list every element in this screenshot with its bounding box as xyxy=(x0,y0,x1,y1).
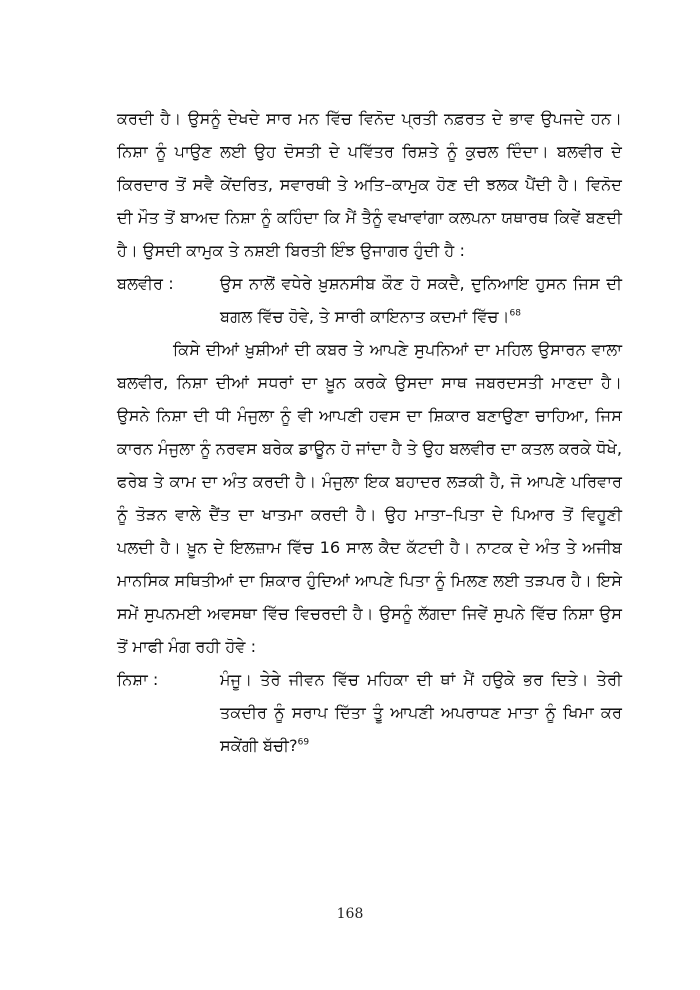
dialogue-line: ਮੰਜੂ। ਤੇਰੇ ਜੀਵਨ ਵਿੱਚ ਮਹਿਕਾ ਦੀ ਥਾਂ ਮੈਂ ਹਉਕੇ ਭਰ ਦਿਤੇ। ਤੇਰੀ ਤਕਦੀਰ ਨੂੰ ਸਰਾਪ ਦਿੱਤਾ ਤੂੰ ਆਪਣੀ ਅਪਰਾਧਣ ਮਾਤਾ ਨੂੰ ਖਿਮਾ ਕਰ ਸਕੇਂਗੀ ਬੱਚੀ? xyxy=(220,670,622,755)
dialogue-text xyxy=(220,267,622,333)
page-body xyxy=(117,102,622,762)
dialogue-line: ਉਸ ਨਾਲੋਂ ਵਧੇਰੇ ਖ਼ੁਸ਼ਨਸੀਬ ਕੌਣ ਹੋ ਸਕਦੈ, ਦੁਨਿਆਇ ਹੁਸਨ ਜਿਸ ਦੀ ਬਗਲ ਵਿੱਚ ਹੋਵੇ, ਤੇ ਸਾਰੀ ਕਾਇਨਾਤ ਕਦਮਾਂ ਵਿੱਚ। xyxy=(220,274,622,326)
paragraph: ਕਰਦੀ ਹੈ। ਉਸਨੂੰ ਦੇਖਦੇ ਸਾਰ ਮਨ ਵਿੱਚ ਵਿਨੋਦ ਪ੍ਰਤੀ ਨਫ਼ਰਤ ਦੇ ਭਾਵ ਉਪਜਦੇ ਹਨ। ਨਿਸ਼ਾ ਨੂੰ ਪਾਉਣ ਲਈ ਉਹ ਦੋਸਤੀ ਦੇ ਪਵਿੱਤਰ ਰਿਸ਼ਤੇ ਨੂੰ ਕੁਚਲ ਦਿੰਦਾ। ਬਲਵੀਰ ਦੇ ਕਿਰਦਾਰ ਤੋਂ ਸਵੈ ਕੇਂਦਰਿਤ, ਸਵਾਰਥੀ ਤੇ ਅਤਿ–ਕਾਮੁਕ ਹੋਣ ਦੀ ਝਲਕ ਪੈਂਦੀ ਹੈ। ਵਿਨੋਦ ਦੀ ਮੌਤ ਤੋਂ ਬਾਅਦ ਨਿਸ਼ਾ ਨੂੰ ਕਹਿੰਦਾ ਕਿ ਮੈਂ ਤੈਨੂੰ ਵਖਾਵਾਂਗਾ ਕਲਪਨਾ ਯਥਾਰਥ ਕਿਵੇਂ ਬਣਦੀ ਹੈ। ਉਸਦੀ ਕਾਮੁਕ ਤੇ ਨਸ਼ਈ ਬਿਰਤੀ ਇੰਝ ਉਜਾਗਰ ਹੁੰਦੀ ਹੈ : xyxy=(117,109,622,260)
footnote-marker: 69 xyxy=(297,737,310,748)
speaker-label: ਬਲਵੀਰ : xyxy=(117,274,174,293)
speaker-label: ਨਿਸ਼ਾ : xyxy=(117,670,159,689)
dialogue-text xyxy=(220,663,622,762)
dialogue-block xyxy=(117,267,622,333)
paragraph: ਕਿਸੇ ਦੀਆਂ ਖ਼ੁਸ਼ੀਆਂ ਦੀ ਕਬਰ ਤੇ ਆਪਣੇ ਸੁਪਨਿਆਂ ਦਾ ਮਹਿਲ ਉਸਾਰਨ ਵਾਲਾ ਬਲਵੀਰ, ਨਿਸ਼ਾ ਦੀਆਂ ਸਧਰਾਂ ਦਾ ਖ਼ੂਨ ਕਰਕੇ ਉਸਦਾ ਸਾਥ ਜਬਰਦਸਤੀ ਮਾਣਦਾ ਹੈ। ਉਸਨੇ ਨਿਸ਼ਾ ਦੀ ਧੀ ਮੰਜੁਲਾ ਨੂੰ ਵੀ ਆਪਣੀ ਹਵਸ ਦਾ ਸ਼ਿਕਾਰ ਬਣਾਉਣਾ ਚਾਹਿਆ, ਜਿਸ ਕਾਰਨ ਮੰਜੁਲਾ ਨੂੰ ਨਰਵਸ ਬਰੇਕ ਡਾਊਨ ਹੋ ਜਾਂਦਾ ਹੈ ਤੇ ਉਹ ਬਲਵੀਰ ਦਾ ਕਤਲ ਕਰਕੇ ਧੋਖੇ, ਫਰੇਬ ਤੇ ਕਾਮ ਦਾ ਅੰਤ ਕਰਦੀ ਹੈ। ਮੰਜੁਲਾ ਇਕ ਬਹਾਦਰ ਲੜਕੀ ਹੈ, ਜੋ ਆਪਣੇ ਪਰਿਵਾਰ ਨੂੰ ਤੋੜਨ ਵਾਲੇ ਦੈਂਤ ਦਾ ਖਾਤਮਾ ਕਰਦੀ ਹੈ। ਉਹ ਮਾਤਾ–ਪਿਤਾ ਦੇ ਪਿਆਰ ਤੋਂ ਵਿਹੂਣੀ ਪਲਦੀ ਹੈ। ਖ਼ੂਨ ਦੇ ਇਲਜ਼ਾਮ ਵਿੱਚ 16 ਸਾਲ ਕੈਦ ਕੱਟਦੀ ਹੈ। ਨਾਟਕ ਦੇ ਅੰਤ ਤੇ ਅਜੀਬ ਮਾਨਸਿਕ ਸਥਿਤੀਆਂ ਦਾ ਸ਼ਿਕਾਰ ਹੁੰਦਿਆਂ ਆਪਣੇ ਪਿਤਾ ਨੂੰ ਮਿਲਣ ਲਈ ਤੜਪਰ ਹੈ। ਇਸੇ ਸਮੇਂ ਸੁਪਨਮਈ ਅਵਸਥਾ ਵਿੱਚ ਵਿਚਰਦੀ ਹੈ। ਉਸਨੂੰ ਲੱਗਦਾ ਜਿਵੇਂ ਸੁਪਨੇ ਵਿੱਚ ਨਿਸ਼ਾ ਉਸ ਤੋਂ ਮਾਫੀ ਮੰਗ ਰਹੀ ਹੋਵੇ : xyxy=(117,340,622,656)
dialogue-block xyxy=(117,663,622,762)
page-number: 168 xyxy=(336,906,364,922)
footnote-marker: 68 xyxy=(509,308,521,319)
